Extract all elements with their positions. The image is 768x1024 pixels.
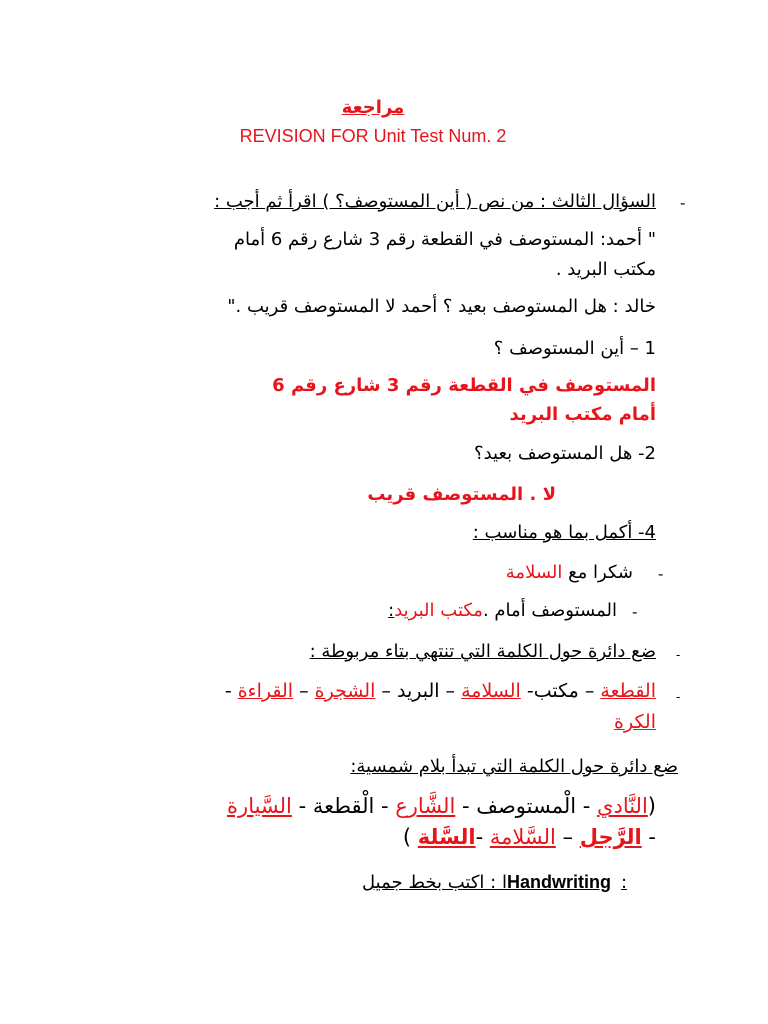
fill-line-2 — [388, 600, 617, 621]
question-1: 1 – أين المستوصف ؟ — [493, 338, 656, 359]
fill-2-colon: : — [388, 600, 395, 621]
q3-instruction: السؤال الثالث : من نص ( أين المستوصف؟ ) اقرأ ثم أجب : — [214, 191, 656, 212]
bullet-dash: - — [658, 565, 664, 583]
answer-1-line-1: المستوصف في القطعة رقم 3 شارع رقم 6 — [272, 375, 656, 396]
handwriting-line — [362, 872, 627, 893]
page-title-english: REVISION FOR Unit Test Num. 2 — [239, 126, 507, 146]
taa-word-4: القراءة — [237, 680, 294, 702]
shams-separator: - — [475, 825, 490, 849]
bullet-dash: - — [680, 194, 686, 212]
shams-separator: - الْمستوصف - — [455, 794, 598, 818]
answer-2: لا . المستوصف قريب — [367, 484, 556, 505]
bullet-dash: - — [632, 603, 638, 621]
fill-line-1 — [506, 562, 633, 583]
taa-word-2: السلامة — [461, 680, 521, 702]
fill-1-text: شكرا مع — [568, 562, 633, 583]
taa-words-line-1 — [225, 680, 656, 702]
taa-separator: – — [293, 680, 315, 702]
handwriting-colon: : — [620, 872, 628, 893]
bullet-dash: - — [676, 690, 681, 704]
shams-word-4: الرَّجل — [579, 825, 642, 849]
passage-line-1: " أحمد: المستوصف في القطعة رقم 3 شارع رقم 6 أمام — [233, 229, 656, 250]
fill-2-text: المستوصف أمام . — [482, 600, 617, 621]
shams-words-line-1 — [227, 794, 656, 818]
taa-separator: – مكتب- — [520, 680, 601, 702]
shams-word-5: السَّلامة — [489, 825, 556, 849]
taa-separator: – البريد – — [375, 680, 462, 702]
question-2: 2- هل المستوصف بعيد؟ — [474, 443, 656, 464]
shams-words-line-2 — [403, 825, 656, 849]
handwriting-text: ا : اكتب بخط جميل — [362, 872, 507, 893]
circle-shams-instruction: ضع دائرة حول الكلمة التي تبدأ بلام شمسية: — [350, 756, 678, 777]
shams-open-paren: ( — [647, 794, 656, 818]
taa-separator: - — [224, 680, 238, 702]
page-title-arabic: مراجعة — [341, 97, 405, 118]
passage-line-3: خالد : هل المستوصف بعيد ؟ أحمد لا المستوصف قريب ." — [227, 296, 656, 317]
taa-word-5: الكرة — [614, 711, 656, 733]
shams-separator: - الْقطعة - — [291, 794, 396, 818]
shams-separator: – — [555, 825, 580, 849]
taa-word-3: الشجرة — [314, 680, 376, 702]
question-4: 4- أكمل بما هو مناسب : — [472, 522, 656, 543]
shams-word-3: السَّيارة — [227, 794, 292, 818]
shams-close-paren: ) — [402, 825, 418, 849]
taa-word-1: القطعة — [600, 680, 656, 702]
passage-line-2: مكتب البريد . — [555, 259, 656, 280]
shams-word-2: الشَّارع — [395, 794, 456, 818]
shams-dash: - — [641, 825, 656, 849]
shams-word-6: السَّلة — [417, 825, 476, 849]
shams-word-1: النَّادي — [597, 794, 648, 818]
bullet-dash: - — [676, 648, 681, 662]
handwriting-label: Handwriting — [506, 872, 611, 892]
circle-taa-instruction: ضع دائرة حول الكلمة التي تنتهي بتاء مربوطة : — [309, 641, 656, 662]
fill-2-answer: مكتب البريد — [394, 600, 483, 621]
answer-1-line-2: أمام مكتب البريد — [509, 404, 656, 425]
fill-1-answer: السلامة — [505, 562, 563, 583]
